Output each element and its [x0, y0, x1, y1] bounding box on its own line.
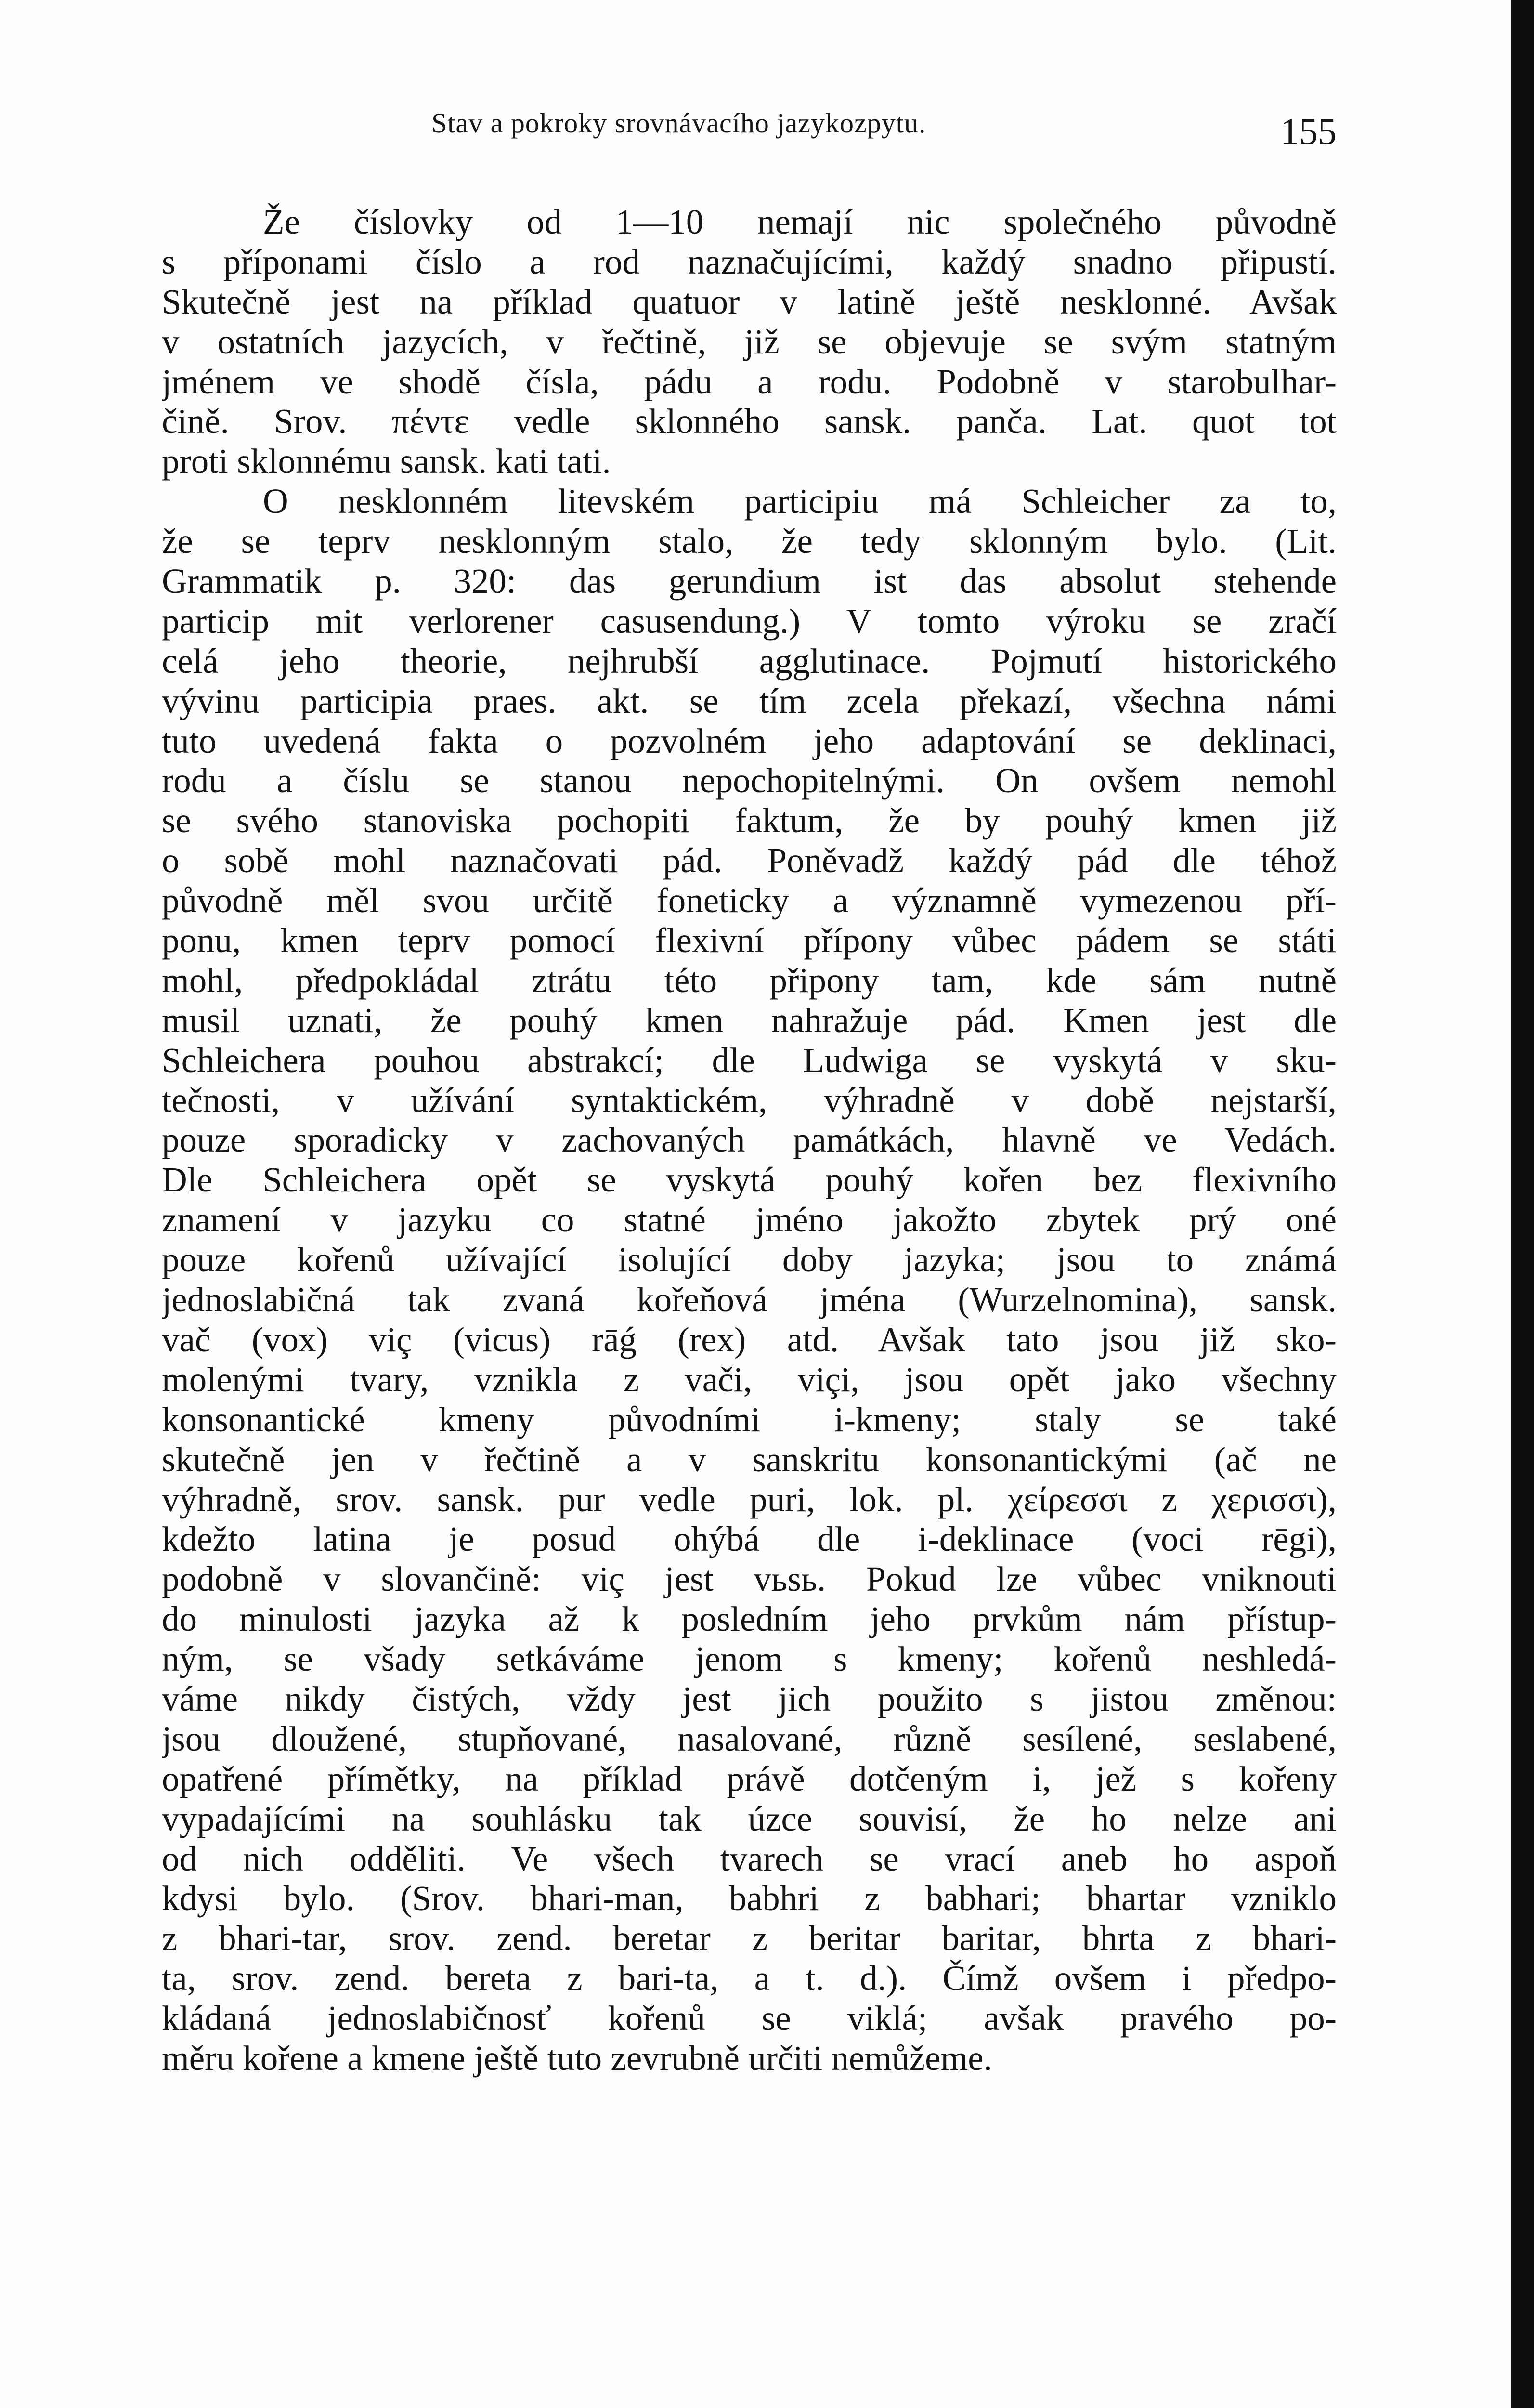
text-line: ta, srov. zend. bereta z bari-ta, a t. d.). Čímž ovšem i předpo-	[162, 1959, 1337, 1998]
text-line: o sobě mohl naznačovati pád. Poněvadž každý pád dle téhož	[162, 841, 1337, 880]
text-line: pouze sporadicky v zachovaných památkách, hlavně ve Vedách.	[162, 1120, 1337, 1160]
text-line: do minulosti jazyka až k posledním jeho prvkům nám přístup-	[162, 1599, 1337, 1639]
text-line: váme nikdy čistých, vždy jest jich použito s jistou změnou:	[162, 1679, 1337, 1718]
text-line: molenými tvary, vznikla z vači, viçi, jsou opět jako všechny	[162, 1360, 1337, 1399]
text-line: s příponami číslo a rod naznačujícími, každý snadno připustí.	[162, 242, 1337, 281]
text-line: vývinu participia praes. akt. se tím zcela překazí, všechna námi	[162, 681, 1337, 720]
text-line: od nich odděliti. Ve všech tvarech se vrací aneb ho aspoň	[162, 1839, 1337, 1878]
text-line: ným, se všady setkáváme jenom s kmeny; kořenů neshledá-	[162, 1639, 1337, 1679]
text-line: vypadajícími na souhlásku tak úzce souvisí, že ho nelze ani	[162, 1799, 1337, 1838]
text-line: z bhari-tar, srov. zend. beretar z beritar baritar, bhrta z bhari-	[162, 1919, 1337, 1958]
text-line: jménem ve shodě čísla, pádu a rodu. Podobně v starobulhar-	[162, 362, 1337, 401]
text-line: tečnosti, v užívání syntaktickém, výhradně v době nejstarší,	[162, 1080, 1337, 1120]
text-line: Dle Schleichera opět se vyskytá pouhý kořen bez flexivního	[162, 1160, 1337, 1200]
text-line: kdysi bylo. (Srov. bhari-man, babhri z babhari; bhartar vzniklo	[162, 1879, 1337, 1918]
text-line: podobně v slovančině: viç jest vьsь. Pokud lze vůbec vniknouti	[162, 1559, 1337, 1599]
text-line: skutečně jen v řečtině a v sanskritu konsonantickými (ač ne	[162, 1440, 1337, 1479]
text-line: musil uznati, že pouhý kmen nahražuje pád. Kmen jest dle	[162, 1000, 1337, 1040]
text-line: Že číslovky od 1—10 nemají nic společného původně	[263, 202, 1337, 241]
text-line: znamení v jazyku co statné jméno jakožto zbytek prý oné	[162, 1200, 1337, 1240]
text-line: tuto uvedená fakta o pozvolném jeho adaptování se deklinaci,	[162, 721, 1337, 760]
text-line: Skutečně jest na příklad quatuor v latině ještě nesklonné. Avšak	[162, 282, 1337, 321]
text-line: vač (vox) viç (vicus) rāǵ (rex) atd. Avšak tato jsou již sko-	[162, 1320, 1337, 1359]
text-line: O nesklonném litevském participiu má Schleicher za to,	[263, 482, 1337, 521]
scan-border	[1511, 0, 1534, 2408]
text-line: Grammatik p. 320: das gerundium ist das absolut stehende	[162, 562, 1337, 601]
text-line: celá jeho theorie, nejhrubší agglutinace. Pojmutí historického	[162, 641, 1337, 681]
text-line: jsou dloužené, stupňované, nasalované, různě sesílené, seslabené,	[162, 1719, 1337, 1758]
text-line: kdežto latina je posud ohýbá dle i-deklinace (voci rēgi),	[162, 1519, 1337, 1559]
text-line: jednoslabičná tak zvaná kořeňová jména (Wurzelnomina), sansk.	[162, 1280, 1337, 1320]
text-line: že se teprv nesklonným stalo, že tedy sklonným bylo. (Lit.	[162, 522, 1337, 561]
page-number: 155	[1280, 110, 1337, 152]
page-header	[162, 102, 1337, 160]
running-title: Stav a pokroky srovnávacího jazykozpytu.	[431, 107, 926, 139]
text-line: výhradně, srov. sansk. pur vedle puri, lok. pl. χείρεσσι z χερισσι),	[162, 1479, 1337, 1519]
text-line: mohl, předpokládal ztrátu této připony tam, kde sám nutně	[162, 960, 1337, 1000]
text-line: kládaná jednoslabičnosť kořenů se viklá; avšak pravého po-	[162, 1999, 1337, 2038]
body-text	[162, 202, 1337, 2079]
text-line: původně měl svou určitě foneticky a významně vymezenou pří-	[162, 881, 1337, 920]
text-line: opatřené přímětky, na příklad právě dotčeným i, jež s kořeny	[162, 1759, 1337, 1798]
text-line: v ostatních jazycích, v řečtině, již se objevuje se svým statným	[162, 322, 1337, 361]
text-line: konsonantické kmeny původními i-kmeny; staly se také	[162, 1400, 1337, 1439]
text-line: rodu a číslu se stanou nepochopitelnými. On ovšem nemohl	[162, 761, 1337, 800]
text-line: pouze kořenů užívající isolující doby jazyka; jsou to známá	[162, 1240, 1337, 1280]
text-line: Schleichera pouhou abstrakcí; dle Ludwiga se vyskytá v sku-	[162, 1040, 1337, 1080]
text-line: ponu, kmen teprv pomocí flexivní přípony vůbec pádem se státi	[162, 921, 1337, 960]
text-line: se svého stanoviska pochopiti faktum, že by pouhý kmen již	[162, 801, 1337, 840]
text-line: particip mit verlorener casusendung.) V tomto výroku se zračí	[162, 601, 1337, 641]
text-line: proti sklonnému sansk. kati tati.	[162, 442, 611, 481]
text-line: čině. Srov. πέντε vedle sklonného sansk. panča. Lat. quot tot	[162, 402, 1337, 441]
text-line: měru kořene a kmene ještě tuto zevrubně určiti nemůžeme.	[162, 2038, 992, 2078]
